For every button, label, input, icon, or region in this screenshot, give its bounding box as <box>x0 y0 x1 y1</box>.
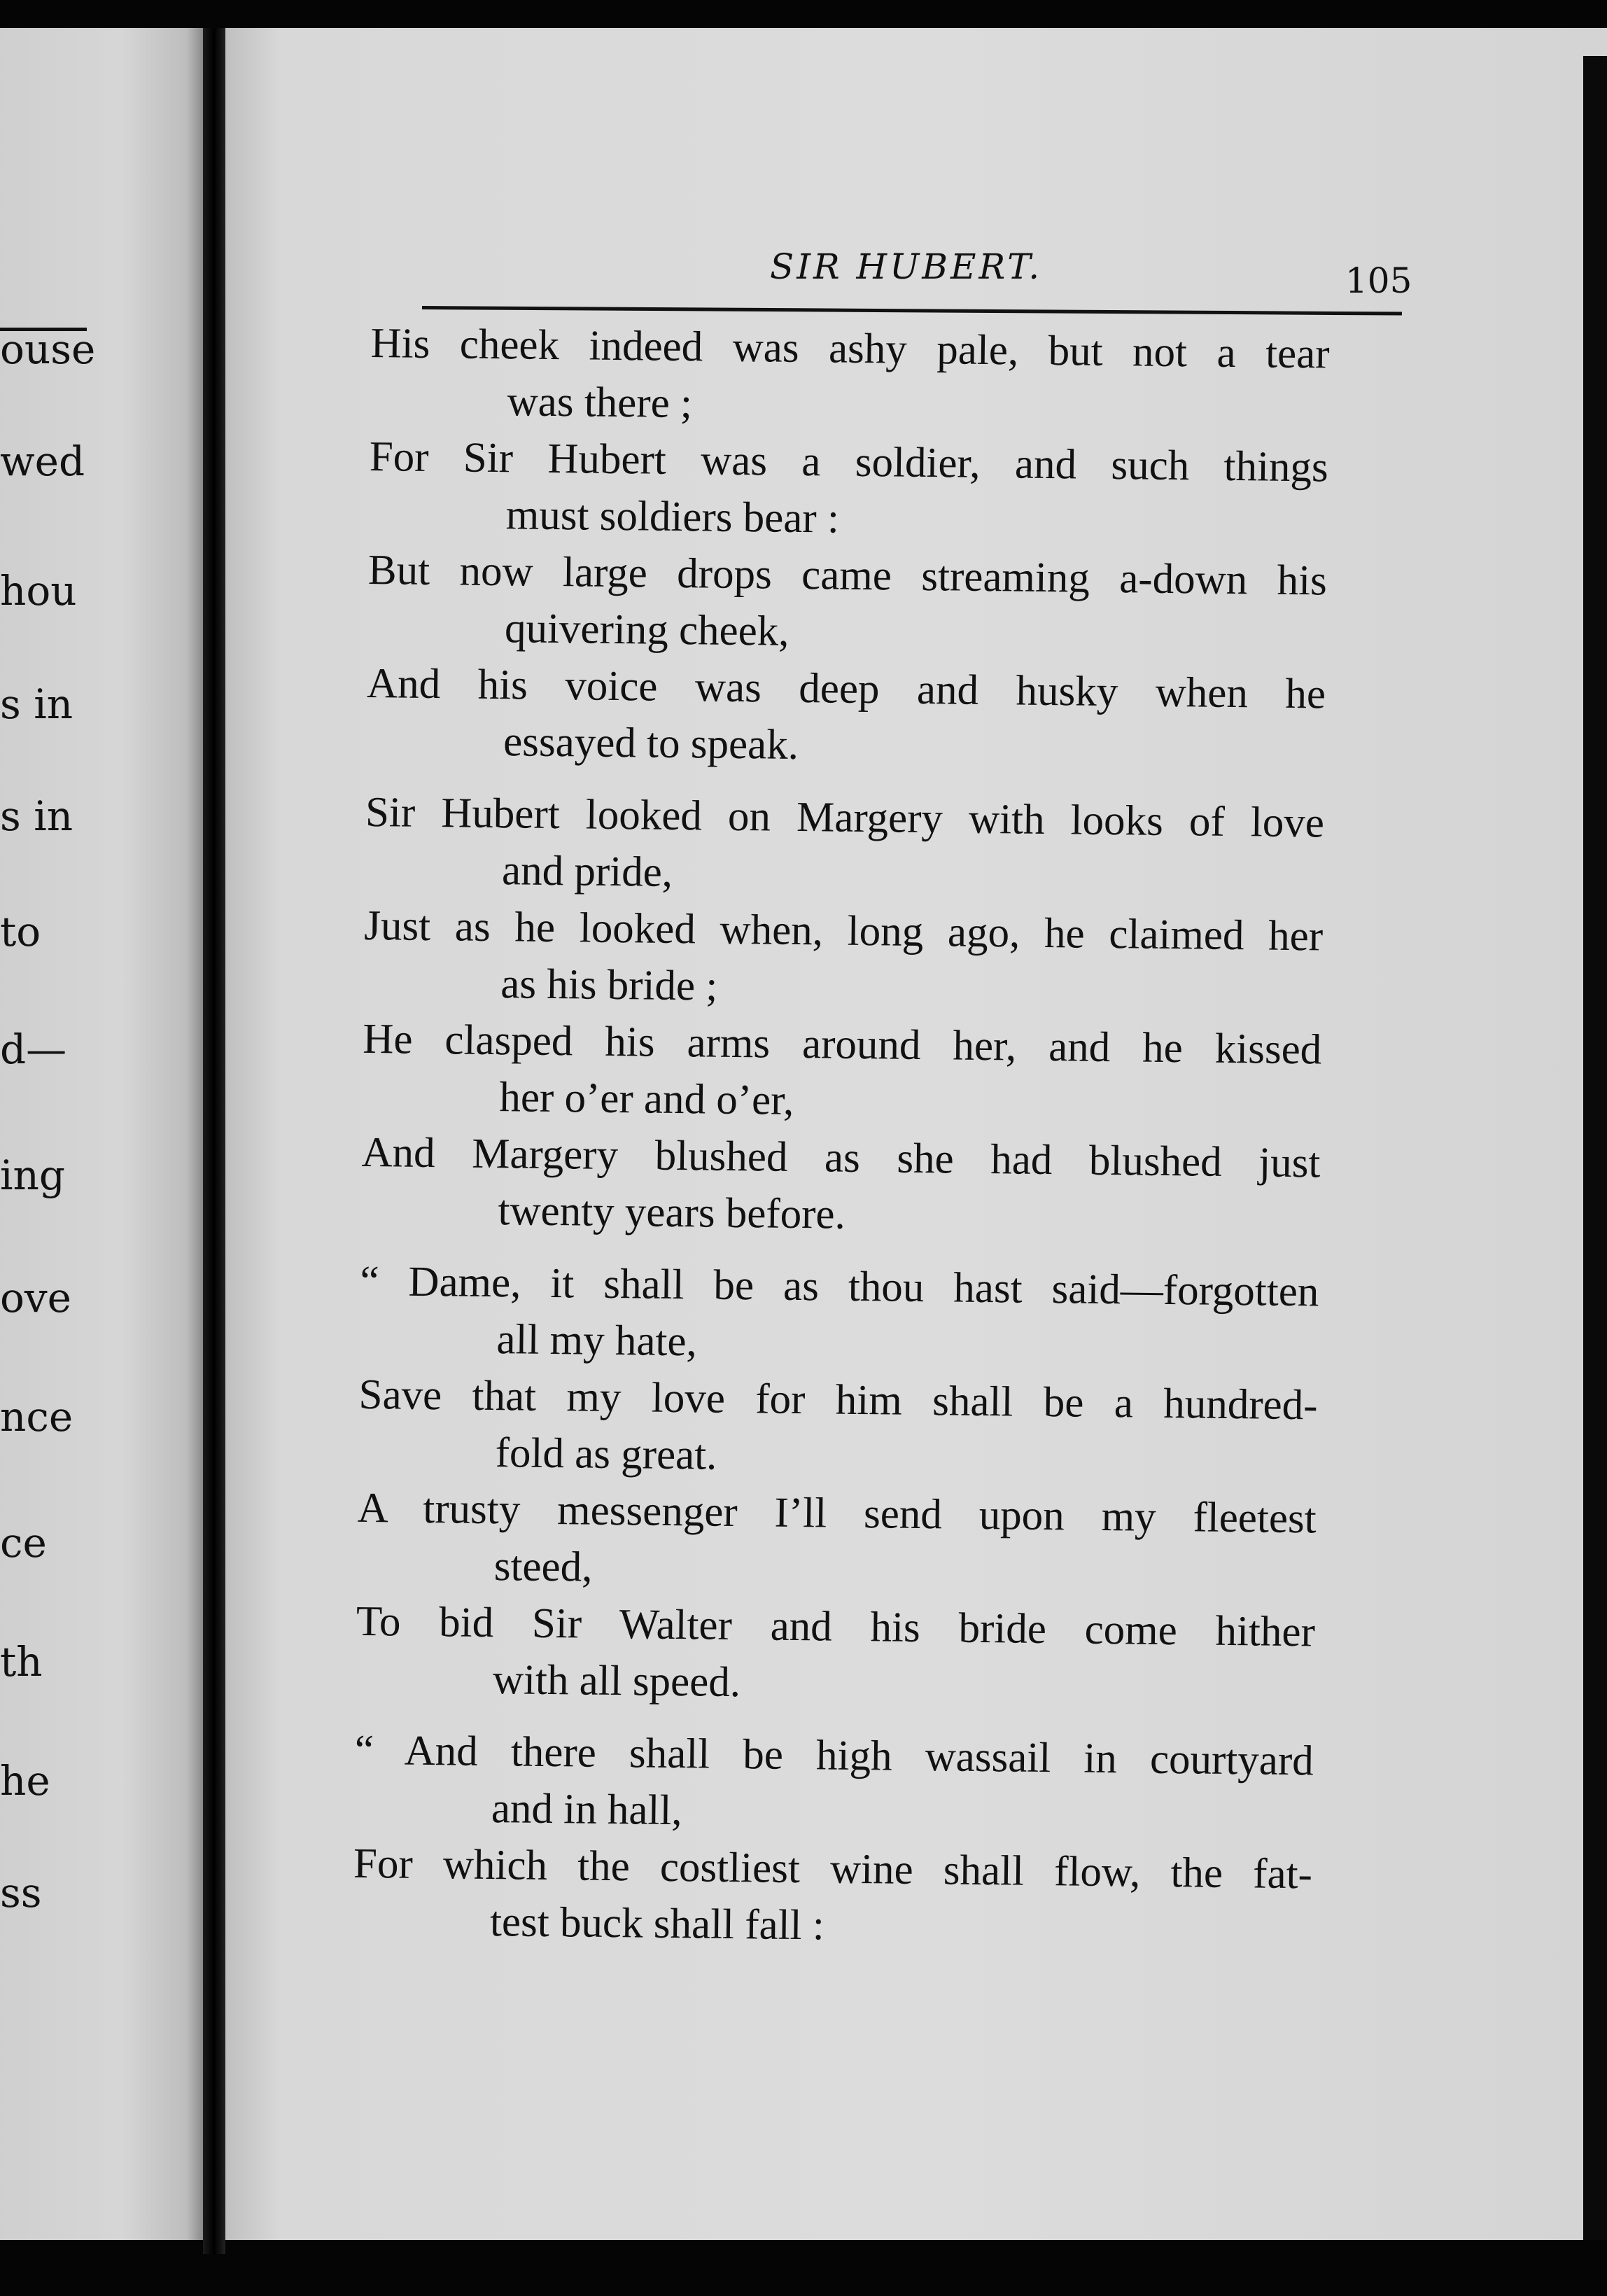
verse-line: “ Dame, it shall be as thou hast said—forgotten <box>360 1257 1319 1316</box>
page-number: 105 <box>1345 260 1412 301</box>
verse-line: And Margery blushed as she had blushed just <box>361 1128 1321 1187</box>
verse-line-continuation: as his bride ; <box>500 960 718 1010</box>
verse-line: His cheek indeed was ashy pale, but not a tear <box>370 320 1330 378</box>
verse-line: But now large drops came streaming a-down his <box>367 546 1328 605</box>
verse-line: “ And there shall be high wassail in courtyard <box>354 1726 1314 1785</box>
facing-page-fragment: d— <box>0 1026 67 1073</box>
facing-page-fragment: hou <box>0 567 77 615</box>
verse-line-continuation: her o’er and o’er, <box>499 1074 794 1124</box>
verse-line-continuation: and pride, <box>501 847 673 896</box>
page-edge <box>1583 56 1607 2240</box>
verse-line: Sir Hubert looked on Margery with looks of love <box>365 788 1325 847</box>
facing-page-fragment: ouse <box>0 326 96 373</box>
facing-page-fragment: ove <box>0 1274 72 1322</box>
facing-page-fragment: th <box>0 1638 43 1686</box>
verse-line: He clasped his arms around her, and he kissed <box>362 1015 1322 1074</box>
verse-line-continuation: twenty years before. <box>498 1187 846 1238</box>
verse-line: A trusty messenger I’ll send upon my fleetest <box>357 1484 1317 1543</box>
facing-page-fragment: nce <box>0 1393 73 1441</box>
facing-page-fragment: s in <box>0 680 73 728</box>
verse-line-continuation: must soldiers bear : <box>505 491 840 542</box>
facing-page-fragment: wed <box>0 438 85 485</box>
facing-page-fragment: to <box>0 908 41 955</box>
facing-page-fragment: ss <box>0 1869 42 1917</box>
verse-line-continuation: quivering cheek, <box>504 605 790 655</box>
verse-line: For Sir Hubert was a soldier, and such things <box>369 433 1329 491</box>
verse-line-continuation: and in hall, <box>491 1785 683 1835</box>
verse-line-continuation: test buck shall fall : <box>489 1898 825 1949</box>
verse-line-continuation: steed, <box>493 1543 593 1591</box>
poem-text <box>352 322 1407 2014</box>
verse-line: And his voice was deep and husky when he <box>366 659 1326 718</box>
book-spine <box>203 28 225 2254</box>
verse-line: To bid Sir Walter and his bride come hither <box>356 1597 1316 1656</box>
verse-line: Save that my love for him shall be a hundred- <box>358 1371 1318 1429</box>
verse-line: Just as he looked when, long ago, he claimed her <box>363 902 1324 960</box>
running-title: SIR HUBERT. <box>770 246 1043 287</box>
verse-line: For which the costliest wine shall flow, the fat- <box>353 1840 1313 1898</box>
facing-page-fragment: ce <box>0 1519 47 1567</box>
facing-page-fragment: s in <box>0 792 73 840</box>
verse-line-continuation: was there ; <box>507 378 693 428</box>
verse-line-continuation: fold as great. <box>495 1429 717 1479</box>
verse-line-continuation: essayed to speak. <box>503 718 799 769</box>
facing-page-fragment: ing <box>0 1152 66 1199</box>
facing-page-fragment: he <box>0 1757 50 1805</box>
verse-line-continuation: with all speed. <box>492 1656 741 1707</box>
verse-line-continuation: all my hate, <box>496 1316 698 1366</box>
